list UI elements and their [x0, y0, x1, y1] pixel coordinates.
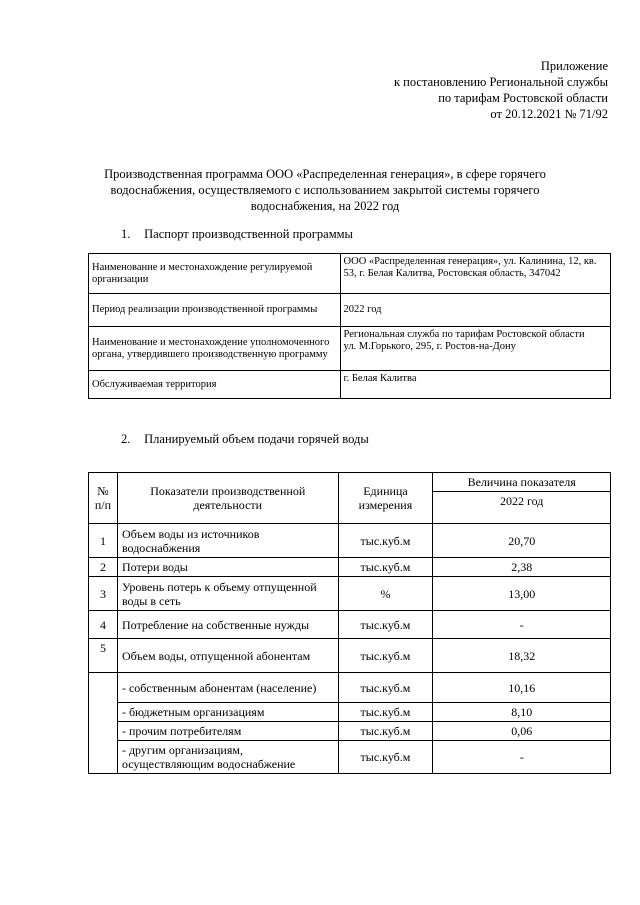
row-unit: тыс.куб.м — [338, 673, 433, 703]
table-row — [89, 703, 611, 722]
row-unit: тыс.куб.м — [338, 722, 433, 741]
row-unit: тыс.куб.м — [338, 524, 433, 558]
row-unit: тыс.куб.м — [338, 741, 433, 774]
appendix-line: по тарифам Ростовской области — [438, 91, 608, 105]
header-value: Величина показателя — [433, 473, 611, 492]
appendix-line: к постановлению Региональной службы — [393, 75, 608, 89]
table-row — [89, 294, 611, 327]
row-name: - другим организациям, осуществляющим водоснабжение — [117, 741, 338, 774]
passport-value: г. Белая Калитва — [340, 371, 610, 399]
title-line: Производственная программа ООО «Распределенная генерация», в сфере горячего — [104, 167, 546, 181]
section-number: 1. — [121, 227, 131, 241]
table-row — [89, 371, 611, 399]
row-name: - собственным абонентам (население) — [117, 673, 338, 703]
row-num: 5 — [89, 639, 118, 673]
table-row — [89, 722, 611, 741]
passport-label: Наименование и местонахождение уполномоченного органа, утвердившего производственную программу — [89, 327, 341, 371]
volume-table — [88, 472, 611, 774]
header-indicator — [117, 473, 338, 524]
row-unit: тыс.куб.м — [338, 558, 433, 577]
table-row — [89, 611, 611, 639]
passport-table — [88, 253, 611, 399]
header-num — [89, 473, 118, 524]
row-num: 4 — [89, 611, 118, 639]
row-value: 18,32 — [433, 639, 611, 673]
header-unit-line: Единица — [363, 484, 408, 498]
header-num-line: № — [97, 484, 109, 498]
header-indicator-line: деятельности — [193, 498, 263, 512]
row-name: Потребление на собственные нужды — [117, 611, 338, 639]
title-line: водоснабжения, осуществляемого с использованием закрытой системы горячего — [110, 183, 540, 197]
section-number: 2. — [121, 432, 131, 446]
passport-value: ООО «Распределенная генерация», ул. Калинина, 12, кв. 53, г. Белая Калитва, Ростовская область, 347042 — [340, 254, 610, 294]
section-label: Планируемый объем подачи горячей воды — [144, 432, 369, 446]
table-row — [89, 558, 611, 577]
row-num: 2 — [89, 558, 118, 577]
header-row — [89, 473, 611, 492]
row-name: Объем воды из источников водоснабжения — [117, 524, 338, 558]
appendix-line: Приложение — [540, 59, 608, 73]
section-2-heading — [121, 431, 369, 447]
table-row — [89, 524, 611, 558]
row-num: 1 — [89, 524, 118, 558]
header-num-line: п/п — [94, 498, 112, 512]
row-name: - бюджетным организациям — [117, 703, 338, 722]
table-row — [89, 741, 611, 774]
row-value: - — [433, 741, 611, 774]
row-name: Потери воды — [117, 558, 338, 577]
passport-value-line: ул. М.Горького, 295, г. Ростов-на-Дону — [343, 341, 516, 352]
row-num — [89, 673, 118, 774]
table-row — [89, 577, 611, 611]
header-indicator-line: Показатели производственной — [150, 484, 306, 498]
row-value: 8,10 — [433, 703, 611, 722]
row-name: - прочим потребителям — [117, 722, 338, 741]
row-unit: тыс.куб.м — [338, 703, 433, 722]
document-title — [100, 166, 550, 214]
row-value: 2,38 — [433, 558, 611, 577]
title-line: водоснабжения, на 2022 год — [250, 199, 400, 213]
row-num: 3 — [89, 577, 118, 611]
passport-label: Обслуживаемая территория — [89, 371, 341, 399]
row-value: 0,06 — [433, 722, 611, 741]
table-row — [89, 327, 611, 371]
table-row — [89, 673, 611, 703]
row-unit: тыс.куб.м — [338, 639, 433, 673]
row-value: 13,00 — [433, 577, 611, 611]
appendix-header — [394, 58, 608, 122]
row-unit: тыс.куб.м — [338, 611, 433, 639]
section-label: Паспорт производственной программы — [144, 227, 353, 241]
passport-value — [340, 327, 610, 371]
passport-label: Период реализации производственной программы — [89, 294, 341, 327]
passport-value: 2022 год — [340, 294, 610, 327]
row-value: 20,70 — [433, 524, 611, 558]
appendix-line: от 20.12.2021 № 71/92 — [490, 107, 608, 121]
row-unit: % — [338, 577, 433, 611]
passport-value-line: Региональная служба по тарифам Ростовской области — [343, 329, 585, 340]
header-unit-line: измерения — [358, 498, 413, 512]
row-value: 10,16 — [433, 673, 611, 703]
row-value: - — [433, 611, 611, 639]
header-unit — [338, 473, 433, 524]
section-1-heading — [121, 226, 353, 242]
row-name: Уровень потерь к объему отпущенной воды в сеть — [117, 577, 338, 611]
table-row — [89, 639, 611, 673]
passport-label: Наименование и местонахождение регулируемой организации — [89, 254, 341, 294]
header-year: 2022 год — [433, 492, 611, 524]
row-name: Объем воды, отпущенной абонентам — [117, 639, 338, 673]
table-row — [89, 254, 611, 294]
